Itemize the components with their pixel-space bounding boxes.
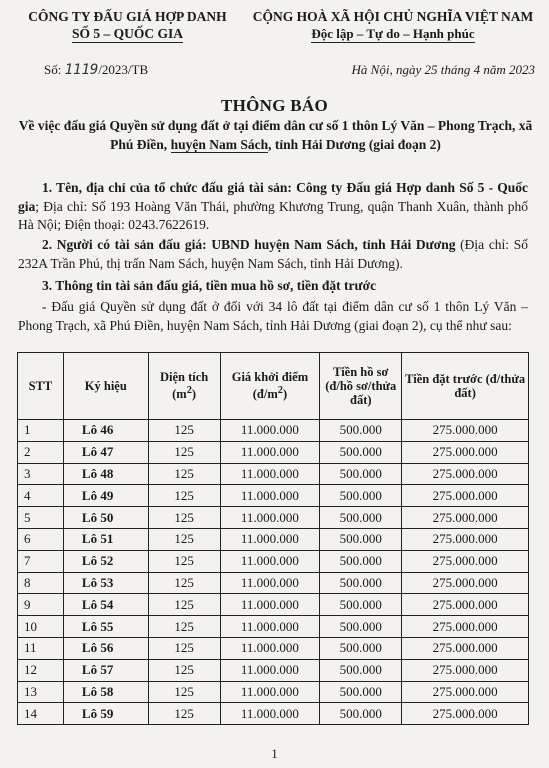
cell-stt: 7 [18,550,64,572]
national-heading-block [248,8,538,42]
cell-dien-tich: 125 [148,594,220,616]
cell-stt: 1 [18,420,64,442]
cell-ky-hieu: Lô 53 [63,572,148,594]
document-subtitle: Về việc đấu giá Quyền sử dụng đất ở tại điểm dân cư số 1 thôn Lý Văn – Phong Trạch, xã Phú Điền, huyện Nam Sách, tỉnh Hải Dương (giai đoạn 2) [18,118,533,152]
header-dien-tich: Diện tích $(m^2)$ [148,353,220,420]
cell-stt: 2 [18,441,64,463]
cell-ky-hieu: Lô 59 [63,703,148,725]
cell-stt: 13 [18,681,64,703]
cell-tien-ho-so: 500.000 [320,681,402,703]
cell-tien-dat-truoc: 275.000.000 [402,659,529,681]
cell-dien-tich: 125 [148,441,220,463]
cell-gia-khoi-diem: 11.000.000 [220,485,320,507]
cell-dien-tich: 125 [148,463,220,485]
table-row [18,637,529,659]
cell-gia-khoi-diem: 11.000.000 [220,703,320,725]
cell-tien-ho-so: 500.000 [320,420,402,442]
cell-gia-khoi-diem: 11.000.000 [220,572,320,594]
cell-gia-khoi-diem: 11.000.000 [220,637,320,659]
cell-tien-dat-truoc: 275.000.000 [402,572,529,594]
cell-stt: 9 [18,594,64,616]
cell-tien-dat-truoc: 275.000.000 [402,463,529,485]
cell-tien-dat-truoc: 275.000.000 [402,485,529,507]
cell-tien-ho-so: 500.000 [320,616,402,638]
lots-table [17,352,529,725]
cell-tien-dat-truoc: 275.000.000 [402,420,529,442]
cell-gia-khoi-diem: 11.000.000 [220,594,320,616]
cell-dien-tich: 125 [148,637,220,659]
document-date: Hà Nội, ngày 25 tháng 4 năm 2023 [351,62,535,77]
header-gia-khoi-diem: Giá khởi điểm $(đ/m^2)$ [220,353,320,420]
cell-dien-tich: 125 [148,659,220,681]
table-row [18,507,529,529]
cell-ky-hieu: Lô 48 [63,463,148,485]
cell-dien-tich: 125 [148,420,220,442]
table-row [18,572,529,594]
cell-tien-ho-so: 500.000 [320,572,402,594]
cell-ky-hieu: Lô 57 [63,659,148,681]
cell-gia-khoi-diem: 11.000.000 [220,550,320,572]
cell-stt: 11 [18,637,64,659]
table-row [18,703,529,725]
cell-ky-hieu: Lô 49 [63,485,148,507]
table-row [18,550,529,572]
cell-ky-hieu: Lô 47 [63,441,148,463]
cell-tien-dat-truoc: 275.000.000 [402,637,529,659]
organization-block [20,8,235,42]
cell-ky-hieu: Lô 54 [63,594,148,616]
cell-tien-ho-so: 500.000 [320,463,402,485]
table-row [18,441,529,463]
table-row [18,659,529,681]
cell-stt: 12 [18,659,64,681]
handwritten-number: 1119 [64,62,99,78]
cell-tien-ho-so: 500.000 [320,441,402,463]
cell-dien-tich: 125 [148,616,220,638]
lots-table-body [18,420,529,725]
cell-ky-hieu: Lô 50 [63,507,148,529]
cell-stt: 6 [18,528,64,550]
cell-tien-dat-truoc: 275.000.000 [402,703,529,725]
cell-stt: 3 [18,463,64,485]
cell-ky-hieu: Lô 56 [63,637,148,659]
section-3-heading: 3. Thông tin tài sản đấu giá, tiền mua hồ sơ, tiền đặt trước [42,278,377,293]
cell-dien-tich: 125 [148,485,220,507]
header-ky-hieu: Ký hiệu [63,353,148,420]
cell-tien-ho-so: 500.000 [320,637,402,659]
organization-name: CÔNG TY ĐẤU GIÁ HỢP DANH [28,9,227,24]
section-1: 1. Tên, địa chỉ của tổ chức đấu giá tài sản: Công ty Đấu giá Hợp danh Số 5 - Quốc gia; Địa chỉ: Số 193 Hoàng Văn Thái, phường Khương Trung, quận Thanh Xuân, thành phố Hà Nội; Điện thoại: 0243.7622619. [18,180,528,232]
cell-gia-khoi-diem: 11.000.000 [220,420,320,442]
header-stt: STT [18,353,64,420]
cell-stt: 5 [18,507,64,529]
cell-stt: 10 [18,616,64,638]
cell-tien-ho-so: 500.000 [320,507,402,529]
cell-ky-hieu: Lô 46 [63,420,148,442]
national-motto: Độc lập – Tự do – Hạnh phúc [311,26,475,41]
cell-stt: 8 [18,572,64,594]
table-row [18,463,529,485]
cell-tien-ho-so: 500.000 [320,550,402,572]
cell-gia-khoi-diem: 11.000.000 [220,528,320,550]
cell-dien-tich: 125 [148,703,220,725]
cell-tien-ho-so: 500.000 [320,703,402,725]
cell-ky-hieu: Lô 51 [63,528,148,550]
table-row [18,528,529,550]
cell-stt: 4 [18,485,64,507]
header-tien-ho-so: Tiền hồ sơ (đ/hồ sơ/thửa đất) [320,353,402,420]
national-heading: CỘNG HOÀ XÃ HỘI CHỦ NGHĨA VIỆT NAM [252,9,534,24]
cell-gia-khoi-diem: 11.000.000 [220,507,320,529]
cell-dien-tich: 125 [148,507,220,529]
cell-tien-dat-truoc: 275.000.000 [402,594,529,616]
cell-tien-dat-truoc: 275.000.000 [402,528,529,550]
section-3-text: - Đấu giá Quyền sử dụng đất ở đối với 34 lô đất tại điểm dân cư số 1 thôn Lý Văn – Phong Trạch, xã Phú Điền, huyện Nam Sách, tỉnh Hải Dương (giai đoạn 2), cụ thể như sau: [18,299,528,333]
table-row [18,485,529,507]
cell-tien-ho-so: 500.000 [320,659,402,681]
cell-dien-tich: 125 [148,528,220,550]
page-number: 1 [271,746,278,761]
cell-ky-hieu: Lô 52 [63,550,148,572]
cell-tien-ho-so: 500.000 [320,485,402,507]
cell-gia-khoi-diem: 11.000.000 [220,659,320,681]
cell-tien-ho-so: 500.000 [320,594,402,616]
cell-gia-khoi-diem: 11.000.000 [220,463,320,485]
cell-dien-tich: 125 [148,681,220,703]
table-row [18,681,529,703]
organization-subname: SỐ 5 – QUỐC GIA [71,26,183,41]
table-header-row [18,353,529,420]
cell-gia-khoi-diem: 11.000.000 [220,616,320,638]
cell-tien-dat-truoc: 275.000.000 [402,507,529,529]
cell-stt: 14 [18,703,64,725]
cell-gia-khoi-diem: 11.000.000 [220,441,320,463]
cell-ky-hieu: Lô 58 [63,681,148,703]
section-2: 2. Người có tài sản đấu giá: UBND huyện Nam Sách, tỉnh Hải Dương (Địa chỉ: Số 232A Trần Phú, thị trấn Nam Sách, huyện Nam Sách, tỉnh Hải Dương). [18,237,528,271]
cell-dien-tich: 125 [148,572,220,594]
cell-tien-dat-truoc: 275.000.000 [402,681,529,703]
header-tien-dat-truoc: Tiền đặt trước (đ/thửa đất) [402,353,529,420]
table-row [18,616,529,638]
cell-tien-dat-truoc: 275.000.000 [402,616,529,638]
cell-tien-ho-so: 500.000 [320,528,402,550]
cell-tien-dat-truoc: 275.000.000 [402,550,529,572]
cell-gia-khoi-diem: 11.000.000 [220,681,320,703]
table-row [18,594,529,616]
cell-ky-hieu: Lô 55 [63,616,148,638]
document-number: Số: 1119/2023/TB [44,62,149,78]
document-title: THÔNG BÁO [220,96,329,115]
cell-tien-dat-truoc: 275.000.000 [402,441,529,463]
cell-dien-tich: 125 [148,550,220,572]
table-row [18,420,529,442]
